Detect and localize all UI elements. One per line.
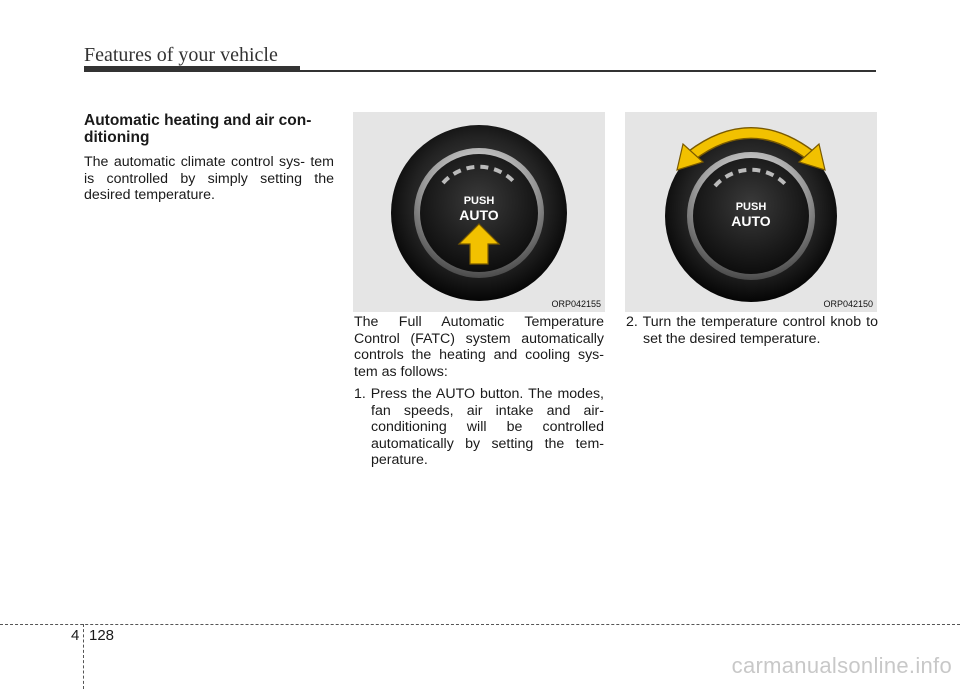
column-left [84, 112, 334, 204]
header-rule-thin [300, 70, 876, 72]
temperature-knob-illustration [625, 112, 877, 312]
column-right [626, 314, 878, 347]
figure-code: ORP042155 [551, 299, 601, 309]
page-header-title: Features of your vehicle [84, 44, 278, 66]
footer-divider [83, 624, 84, 689]
steps-list-continued [626, 314, 878, 347]
auto-knob-illustration [353, 112, 605, 312]
watermark: carmanualsonline.info [731, 653, 952, 678]
figure-temperature-knob [625, 112, 877, 312]
figure-auto-button [353, 112, 605, 312]
header-rule-thick [84, 66, 300, 72]
auto-label: AUTO [459, 207, 499, 223]
push-label: PUSH [735, 201, 767, 213]
step-2: 2. Turn the temperature control knob to set the desired temperature. [626, 314, 878, 347]
section-title: Automatic heating and air con- ditioning [84, 112, 312, 146]
chapter-number: 4 [71, 627, 80, 644]
figure-code: ORP042150 [823, 299, 873, 309]
column-middle [354, 314, 604, 469]
footer-rule [0, 624, 960, 625]
fatc-paragraph: The Full Automatic Temperature Control (FATC) system automatically controls the heating and cooling sys- tem as follows: [354, 314, 604, 380]
step-1: 1. Press the AUTO button. The modes, fan speeds, air intake and air-conditioning will be controlled automatically by setting the tem- perature. [354, 386, 604, 468]
section-intro: The automatic climate control sys- tem is controlled by simply setting the desired temperature. [84, 154, 334, 203]
push-label: PUSH [463, 195, 495, 207]
steps-list [354, 386, 604, 469]
page-number: 128 [89, 627, 115, 644]
auto-label: AUTO [731, 213, 771, 229]
